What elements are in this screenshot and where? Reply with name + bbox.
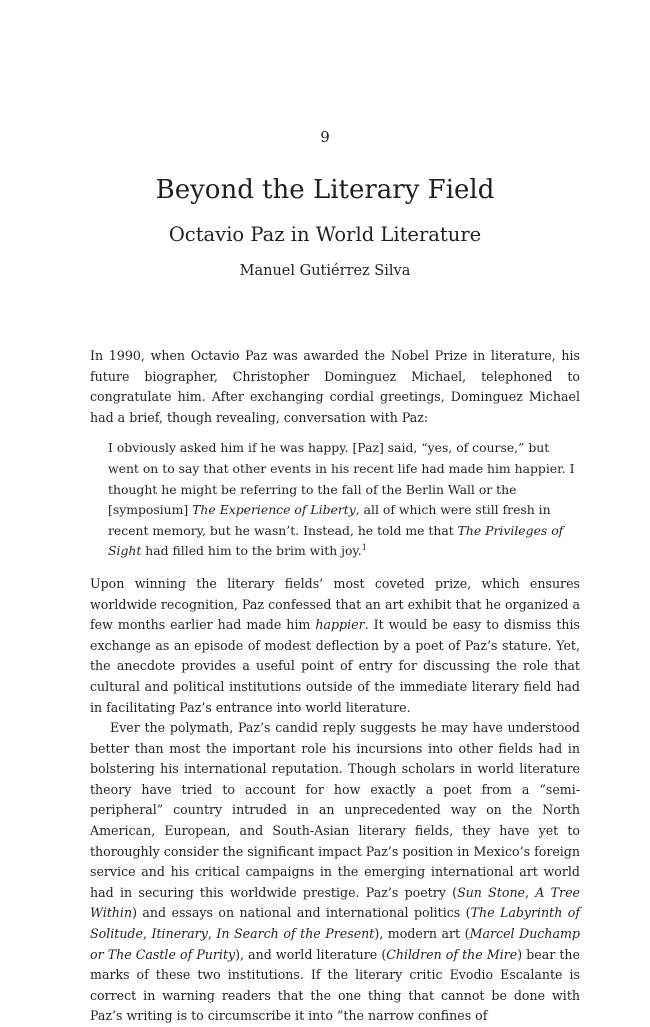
text-run: . It would be easy to dismiss this exchange as an episode of modest deflection by a poet of Paz’s stature. Yet, the anecdote provides a useful point of entry for discussing the role that cultural and political institutions outside of the immediate literary field had in facilitating Paz’s entrance into world literature. xyxy=(90,617,580,715)
italic-title: The Privileges of Sight xyxy=(108,522,564,559)
italic-title: Sun Stone xyxy=(457,884,526,900)
footnote-marker[interactable]: 1 xyxy=(361,543,367,553)
chapter-title: Beyond the Literary Field xyxy=(155,175,495,205)
italic-title: In Search of the Present xyxy=(216,926,375,942)
block-quote xyxy=(108,438,580,562)
text-run: ), and world literature ( xyxy=(235,946,387,962)
text-run: , xyxy=(142,926,152,942)
text-run: had filled him to the brim with joy. xyxy=(141,543,362,559)
chapter-subtitle: Octavio Paz in World Literature xyxy=(168,223,482,246)
italic-title: A Tree Within xyxy=(90,884,580,921)
italic-word: happier xyxy=(315,617,365,633)
paragraph-2 xyxy=(90,574,580,718)
text-run: , all of which were still fresh in recent memory, but he wasn’t. Instead, he told me that xyxy=(108,502,551,538)
text-run: In 1990, when Octavio Paz was awarded the Nobel Prize in literature, his future biographer, Christopher Dominguez Michael, telephoned to congratulate him. After exchanging cordial greetings, Dominguez Michael had a brief, though revealing, conversation with Paz: xyxy=(90,348,580,425)
text-run: Ever the polymath, Paz’s candid reply suggests he may have understood better than most the important role his incursions into other fields had in bolstering his international reputation. Though scholars in world literature theory have tried to account for how exactly a poet from a “semi-peripheral” country intruded in an unprecedented way on the North American, European, and South-Asian literary fields, they have yet to thoroughly consider the significant impact Paz’s position in Mexico’s foreign service and his critical campaigns in the emerging international art world had in securing this worldwide prestige. Paz’s poetry ( xyxy=(90,720,580,900)
author-name: Manuel Gutiérrez Silva xyxy=(239,263,411,279)
italic-title: The Labyrinth of Solitude xyxy=(90,905,580,942)
text-run: Upon winning the literary fields’ most coveted prize, which ensures worldwide recognition, Paz confessed that an art exhibit that he organized a few months earlier had made him xyxy=(90,575,580,633)
text-run: I obviously asked him if he was happy. [Paz] said, “yes, of course,” but went on to say that other events in his recent life had made him happier. I thought he might be referring to the fall of the Berlin Wall or the [symposium] xyxy=(108,440,575,518)
paragraph-3 xyxy=(90,718,580,1027)
italic-title: The Experience of Liberty xyxy=(192,502,356,518)
body-text xyxy=(90,346,580,1027)
text-run: ) and essays on national and international politics ( xyxy=(132,905,471,921)
text-run: , xyxy=(525,884,536,900)
italic-title: Marcel Duchamp or The Castle of Purity xyxy=(90,926,580,962)
paragraph-1 xyxy=(90,346,580,428)
text-run: ) bear the marks of these two institutions. If the literary critic Evodio Escalante is correct in warning readers that the one thing that cannot be done with Paz’s writing is to circumscribe it into “the narrow confines of xyxy=(90,946,580,1024)
italic-title: Itinerary xyxy=(151,926,208,942)
text-run: ), modern art ( xyxy=(374,926,470,942)
quote-paragraph xyxy=(108,438,580,562)
chapter-number: 9 xyxy=(320,128,330,146)
text-run: , xyxy=(207,926,217,942)
italic-title: Children of the Mire xyxy=(386,946,518,962)
